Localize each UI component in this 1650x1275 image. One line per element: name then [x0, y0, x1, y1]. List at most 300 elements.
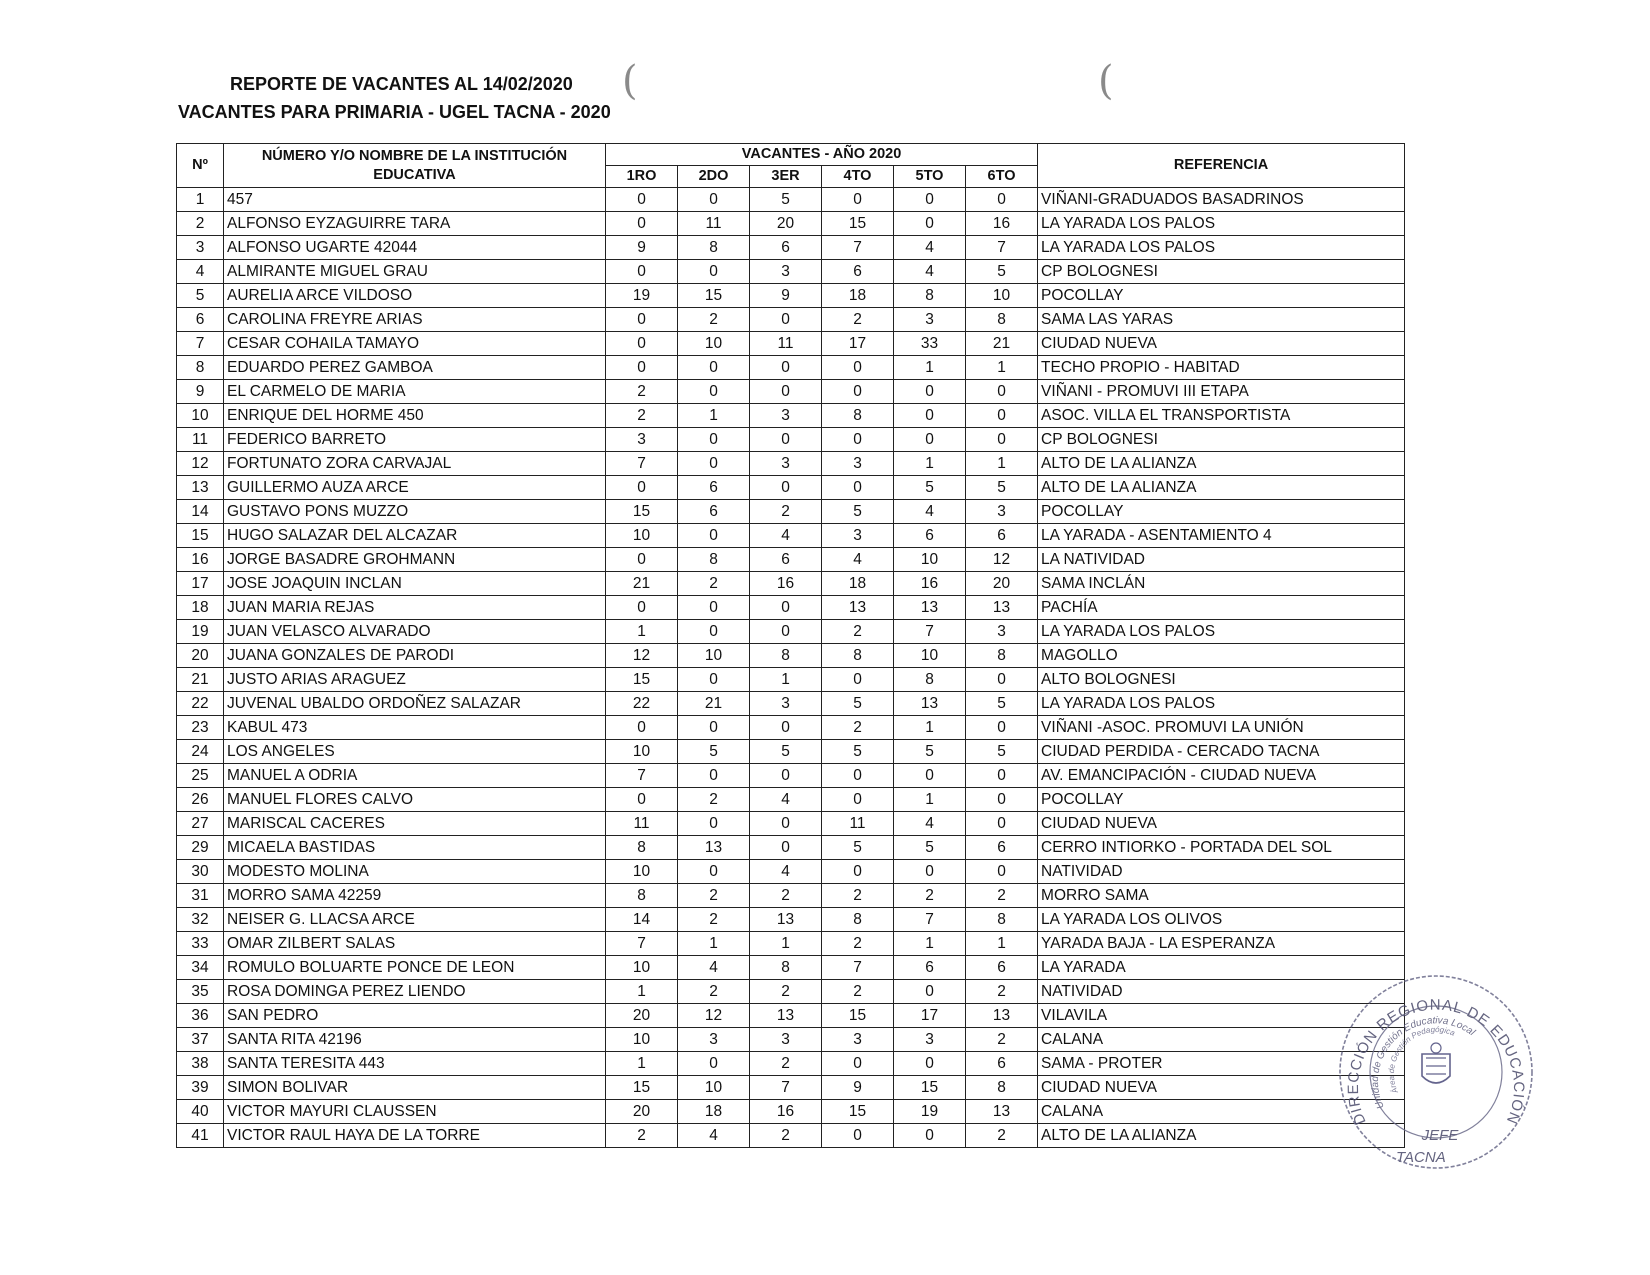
reference: CIUDAD NUEVA: [1038, 1076, 1405, 1100]
row-number: 5: [177, 284, 224, 308]
reference: LA YARADA LOS PALOS: [1038, 692, 1405, 716]
vacancy-count: 13: [966, 596, 1038, 620]
vacancy-count: 0: [966, 380, 1038, 404]
row-number: 40: [177, 1100, 224, 1124]
vacancy-count: 1: [606, 620, 678, 644]
vacancy-count: 10: [606, 1028, 678, 1052]
vacancy-count: 13: [966, 1004, 1038, 1028]
vacancy-count: 0: [750, 764, 822, 788]
reference: CIUDAD NUEVA: [1038, 332, 1405, 356]
vacancy-count: 7: [966, 236, 1038, 260]
vacancy-count: 3: [966, 500, 1038, 524]
vacancy-count: 11: [822, 812, 894, 836]
row-number: 6: [177, 308, 224, 332]
vacancy-count: 4: [894, 260, 966, 284]
vacancy-count: 9: [822, 1076, 894, 1100]
institution-name: MANUEL FLORES CALVO: [224, 788, 606, 812]
vacancy-count: 0: [678, 260, 750, 284]
institution-name: MORRO SAMA 42259: [224, 884, 606, 908]
vacancy-count: 2: [966, 980, 1038, 1004]
institution-name: MODESTO MOLINA: [224, 860, 606, 884]
vacancy-count: 17: [894, 1004, 966, 1028]
vacancy-count: 2: [678, 884, 750, 908]
institution-name: SIMON BOLIVAR: [224, 1076, 606, 1100]
vacancy-count: 1: [750, 932, 822, 956]
row-number: 22: [177, 692, 224, 716]
vacancy-count: 8: [822, 404, 894, 428]
vacancy-count: 10: [606, 524, 678, 548]
row-number: 21: [177, 668, 224, 692]
reference: CP BOLOGNESI: [1038, 428, 1405, 452]
row-number: 23: [177, 716, 224, 740]
institution-name: SAN PEDRO: [224, 1004, 606, 1028]
vacancy-count: 0: [606, 356, 678, 380]
col-header-grade: 5TO: [894, 166, 966, 188]
col-header-vacancies: VACANTES - AÑO 2020: [606, 144, 1038, 166]
vacancy-count: 5: [822, 740, 894, 764]
vacancy-count: 21: [966, 332, 1038, 356]
vacancy-count: 0: [606, 188, 678, 212]
vacancy-count: 1: [750, 668, 822, 692]
vacancy-count: 12: [678, 1004, 750, 1028]
vacancy-count: 0: [894, 1124, 966, 1148]
vacancy-count: 0: [822, 476, 894, 500]
vacancy-count: 11: [678, 212, 750, 236]
vacancy-count: 12: [966, 548, 1038, 572]
vacancy-count: 10: [894, 548, 966, 572]
vacancy-count: 0: [966, 716, 1038, 740]
vacancy-count: 0: [606, 788, 678, 812]
vacancy-count: 0: [894, 380, 966, 404]
vacancies-table: [176, 143, 1405, 1148]
vacancy-count: 20: [606, 1004, 678, 1028]
reference: POCOLLAY: [1038, 500, 1405, 524]
reference: ALTO BOLOGNESI: [1038, 668, 1405, 692]
vacancy-count: 0: [894, 1052, 966, 1076]
vacancy-count: 2: [822, 980, 894, 1004]
table-row: [177, 620, 1405, 644]
row-number: 39: [177, 1076, 224, 1100]
vacancy-count: 0: [678, 596, 750, 620]
reference: SAMA LAS YARAS: [1038, 308, 1405, 332]
vacancy-count: 3: [750, 692, 822, 716]
vacancy-count: 4: [894, 500, 966, 524]
vacancy-count: 6: [966, 1052, 1038, 1076]
vacancy-count: 0: [606, 476, 678, 500]
vacancy-count: 0: [750, 308, 822, 332]
vacancy-count: 8: [966, 308, 1038, 332]
vacancy-count: 2: [822, 620, 894, 644]
vacancy-count: 2: [606, 380, 678, 404]
row-number: 19: [177, 620, 224, 644]
col-header-grade: 2DO: [678, 166, 750, 188]
reference: PACHÍA: [1038, 596, 1405, 620]
vacancy-count: 15: [894, 1076, 966, 1100]
vacancy-count: 19: [894, 1100, 966, 1124]
institution-name: JUSTO ARIAS ARAGUEZ: [224, 668, 606, 692]
reference: NATIVIDAD: [1038, 860, 1405, 884]
row-number: 32: [177, 908, 224, 932]
vacancy-count: 0: [606, 260, 678, 284]
vacancy-count: 3: [750, 1028, 822, 1052]
col-header-grade: 4TO: [822, 166, 894, 188]
vacancy-count: 7: [822, 236, 894, 260]
vacancy-count: 0: [750, 428, 822, 452]
col-header-number: Nº: [177, 144, 224, 188]
vacancy-count: 1: [894, 716, 966, 740]
table-row: [177, 1004, 1405, 1028]
vacancy-count: 4: [894, 236, 966, 260]
row-number: 7: [177, 332, 224, 356]
row-number: 10: [177, 404, 224, 428]
vacancy-count: 0: [750, 596, 822, 620]
vacancy-count: 9: [606, 236, 678, 260]
vacancy-count: 12: [606, 644, 678, 668]
reference: CIUDAD NUEVA: [1038, 812, 1405, 836]
col-header-institution-line1: NÚMERO Y/O NOMBRE DE LA INSTITUCIÓN: [261, 147, 568, 164]
institution-name: MANUEL A ODRIA: [224, 764, 606, 788]
col-header-grade: 1RO: [606, 166, 678, 188]
reference: VIÑANI - PROMUVI III ETAPA: [1038, 380, 1405, 404]
table-row: [177, 572, 1405, 596]
row-number: 2: [177, 212, 224, 236]
table-row: [177, 188, 1405, 212]
vacancy-count: 4: [750, 788, 822, 812]
vacancy-count: 14: [606, 908, 678, 932]
institution-name: FORTUNATO ZORA CARVAJAL: [224, 452, 606, 476]
table-row: [177, 812, 1405, 836]
vacancy-count: 5: [966, 476, 1038, 500]
row-number: 36: [177, 1004, 224, 1028]
institution-name: ALFONSO UGARTE 42044: [224, 236, 606, 260]
vacancy-count: 0: [966, 812, 1038, 836]
vacancy-count: 20: [750, 212, 822, 236]
table-row: [177, 476, 1405, 500]
vacancy-count: 3: [822, 524, 894, 548]
row-number: 24: [177, 740, 224, 764]
vacancy-count: 10: [606, 860, 678, 884]
reference: CERRO INTIORKO - PORTADA DEL SOL: [1038, 836, 1405, 860]
reference: LA YARADA LOS PALOS: [1038, 212, 1405, 236]
coat-of-arms-icon: [1422, 1043, 1450, 1083]
vacancy-count: 0: [894, 764, 966, 788]
vacancy-count: 5: [966, 692, 1038, 716]
institution-name: JORGE BASADRE GROHMANN: [224, 548, 606, 572]
vacancy-count: 0: [822, 1052, 894, 1076]
vacancy-count: 5: [822, 500, 894, 524]
reference: LA YARADA LOS PALOS: [1038, 236, 1405, 260]
vacancy-count: 13: [750, 1004, 822, 1028]
table-row: [177, 884, 1405, 908]
table-row: [177, 932, 1405, 956]
reference: CALANA: [1038, 1028, 1405, 1052]
reference: LA YARADA: [1038, 956, 1405, 980]
vacancy-count: 7: [894, 620, 966, 644]
table-row: [177, 692, 1405, 716]
vacancy-count: 5: [966, 260, 1038, 284]
institution-name: OMAR ZILBERT SALAS: [224, 932, 606, 956]
reference: ALTO DE LA ALIANZA: [1038, 476, 1405, 500]
vacancy-count: 4: [678, 1124, 750, 1148]
vacancy-count: 3: [750, 452, 822, 476]
row-number: 9: [177, 380, 224, 404]
vacancy-count: 0: [678, 764, 750, 788]
vacancy-count: 5: [894, 836, 966, 860]
table-body: [177, 188, 1405, 1148]
vacancy-count: 2: [750, 1052, 822, 1076]
vacancy-count: 5: [678, 740, 750, 764]
institution-name: MICAELA BASTIDAS: [224, 836, 606, 860]
institution-name: CAROLINA FREYRE ARIAS: [224, 308, 606, 332]
row-number: 18: [177, 596, 224, 620]
vacancy-count: 18: [822, 572, 894, 596]
reference: YARADA BAJA - LA ESPERANZA: [1038, 932, 1405, 956]
vacancy-count: 2: [966, 884, 1038, 908]
row-number: 29: [177, 836, 224, 860]
vacancy-count: 16: [750, 572, 822, 596]
vacancy-count: 0: [822, 764, 894, 788]
vacancy-count: 11: [606, 812, 678, 836]
vacancy-count: 0: [822, 428, 894, 452]
vacancy-count: 5: [966, 740, 1038, 764]
vacancy-count: 18: [822, 284, 894, 308]
reference: LA YARADA LOS PALOS: [1038, 620, 1405, 644]
institution-name: ENRIQUE DEL HORME 450: [224, 404, 606, 428]
institution-name: 457: [224, 188, 606, 212]
vacancy-count: 13: [966, 1100, 1038, 1124]
vacancy-count: 1: [966, 452, 1038, 476]
scan-mark: (: [1098, 58, 1114, 104]
vacancy-count: 13: [678, 836, 750, 860]
vacancy-count: 2: [750, 884, 822, 908]
institution-name: VICTOR MAYURI CLAUSSEN: [224, 1100, 606, 1124]
vacancy-count: 0: [678, 356, 750, 380]
vacancy-count: 7: [606, 932, 678, 956]
table-row: [177, 380, 1405, 404]
vacancy-count: 18: [678, 1100, 750, 1124]
col-header-grade: 6TO: [966, 166, 1038, 188]
vacancy-count: 13: [894, 692, 966, 716]
table-row: [177, 452, 1405, 476]
institution-name: EDUARDO PEREZ GAMBOA: [224, 356, 606, 380]
vacancy-count: 0: [894, 860, 966, 884]
vacancy-count: 1: [966, 932, 1038, 956]
vacancy-count: 2: [966, 1124, 1038, 1148]
row-number: 4: [177, 260, 224, 284]
table-row: [177, 956, 1405, 980]
vacancy-count: 2: [894, 884, 966, 908]
row-number: 41: [177, 1124, 224, 1148]
institution-name: SANTA TERESITA 443: [224, 1052, 606, 1076]
vacancy-count: 2: [678, 572, 750, 596]
table-row: [177, 668, 1405, 692]
institution-name: MARISCAL CACERES: [224, 812, 606, 836]
vacancy-count: 8: [606, 884, 678, 908]
row-number: 3: [177, 236, 224, 260]
row-number: 8: [177, 356, 224, 380]
vacancy-count: 6: [750, 548, 822, 572]
vacancy-count: 8: [966, 908, 1038, 932]
table-row: [177, 212, 1405, 236]
vacancy-count: 1: [894, 356, 966, 380]
table-row: [177, 740, 1405, 764]
vacancy-count: 6: [678, 476, 750, 500]
vacancy-count: 8: [678, 236, 750, 260]
reference: ASOC. VILLA EL TRANSPORTISTA: [1038, 404, 1405, 428]
vacancy-count: 2: [606, 1124, 678, 1148]
vacancy-count: 3: [606, 428, 678, 452]
reference: CP BOLOGNESI: [1038, 260, 1405, 284]
vacancy-count: 3: [966, 620, 1038, 644]
reference: POCOLLAY: [1038, 284, 1405, 308]
vacancy-count: 0: [966, 764, 1038, 788]
vacancy-count: 8: [606, 836, 678, 860]
vacancy-count: 0: [678, 524, 750, 548]
vacancy-count: 0: [894, 212, 966, 236]
table-row: [177, 236, 1405, 260]
row-number: 25: [177, 764, 224, 788]
vacancy-count: 15: [606, 500, 678, 524]
vacancy-count: 10: [606, 740, 678, 764]
vacancy-count: 3: [894, 308, 966, 332]
vacancy-count: 15: [606, 1076, 678, 1100]
vacancy-count: 15: [678, 284, 750, 308]
table-row: [177, 428, 1405, 452]
table-row: [177, 1100, 1405, 1124]
vacancy-count: 16: [966, 212, 1038, 236]
vacancy-count: 17: [822, 332, 894, 356]
vacancy-count: 0: [966, 860, 1038, 884]
reference: LA NATIVIDAD: [1038, 548, 1405, 572]
row-number: 12: [177, 452, 224, 476]
vacancy-count: 0: [678, 452, 750, 476]
seal-sub-text: Área de Gestión Pedagógica: [1386, 1025, 1457, 1095]
institution-name: HUGO SALAZAR DEL ALCAZAR: [224, 524, 606, 548]
vacancy-count: 0: [750, 356, 822, 380]
table-row: [177, 308, 1405, 332]
reference: ALTO DE LA ALIANZA: [1038, 452, 1405, 476]
vacancy-count: 15: [822, 1004, 894, 1028]
vacancy-count: 10: [678, 644, 750, 668]
vacancy-count: 5: [822, 836, 894, 860]
vacancy-count: 0: [678, 716, 750, 740]
vacancy-count: 7: [822, 956, 894, 980]
vacancy-count: 15: [822, 1100, 894, 1124]
official-seal: [1336, 972, 1536, 1172]
vacancy-count: 0: [966, 668, 1038, 692]
table-row: [177, 1076, 1405, 1100]
vacancy-count: 8: [750, 956, 822, 980]
institution-name: JOSE JOAQUIN INCLAN: [224, 572, 606, 596]
vacancy-count: 16: [750, 1100, 822, 1124]
reference: MAGOLLO: [1038, 644, 1405, 668]
table-row: [177, 716, 1405, 740]
table-row: [177, 860, 1405, 884]
report-title: REPORTE DE VACANTES AL 14/02/2020: [230, 74, 573, 94]
vacancy-count: 1: [894, 932, 966, 956]
seal-inner-text: Unidad de Gestión Educativa Local: [1369, 1015, 1477, 1111]
institution-name: LOS ANGELES: [224, 740, 606, 764]
vacancy-count: 8: [678, 548, 750, 572]
vacancy-count: 8: [750, 644, 822, 668]
vacancy-count: 2: [678, 788, 750, 812]
vacancy-count: 0: [750, 380, 822, 404]
institution-name: ALFONSO EYZAGUIRRE TARA: [224, 212, 606, 236]
vacancy-count: 7: [606, 452, 678, 476]
vacancy-count: 4: [894, 812, 966, 836]
vacancy-count: 11: [750, 332, 822, 356]
vacancy-count: 0: [606, 548, 678, 572]
vacancy-count: 7: [750, 1076, 822, 1100]
vacancy-count: 6: [894, 524, 966, 548]
table-row: [177, 260, 1405, 284]
vacancy-count: 5: [750, 740, 822, 764]
institution-name: GUSTAVO PONS MUZZO: [224, 500, 606, 524]
vacancy-count: 0: [606, 332, 678, 356]
vacancy-count: 8: [822, 644, 894, 668]
reference: SAMA INCLÁN: [1038, 572, 1405, 596]
vacancy-count: 2: [606, 404, 678, 428]
institution-name: VICTOR RAUL HAYA DE LA TORRE: [224, 1124, 606, 1148]
vacancy-count: 0: [894, 404, 966, 428]
institution-name: JUANA GONZALES DE PARODI: [224, 644, 606, 668]
vacancy-count: 8: [894, 668, 966, 692]
row-number: 13: [177, 476, 224, 500]
vacancy-count: 8: [894, 284, 966, 308]
seal-outer-text: DIRECCIÓN REGIONAL DE EDUCACIÓN: [1344, 996, 1528, 1128]
vacancy-count: 13: [894, 596, 966, 620]
table-row: [177, 404, 1405, 428]
vacancy-count: 33: [894, 332, 966, 356]
vacancy-count: 0: [822, 668, 894, 692]
row-number: 16: [177, 548, 224, 572]
vacancy-count: 0: [822, 356, 894, 380]
vacancy-count: 1: [678, 404, 750, 428]
vacancy-count: 6: [894, 956, 966, 980]
vacancy-count: 6: [966, 524, 1038, 548]
vacancy-count: 5: [822, 692, 894, 716]
row-number: 31: [177, 884, 224, 908]
vacancy-count: 0: [894, 188, 966, 212]
vacancy-count: 3: [822, 452, 894, 476]
table-row: [177, 1124, 1405, 1148]
row-number: 27: [177, 812, 224, 836]
row-number: 26: [177, 788, 224, 812]
institution-name: CESAR COHAILA TAMAYO: [224, 332, 606, 356]
vacancy-count: 8: [966, 644, 1038, 668]
vacancy-count: 2: [678, 908, 750, 932]
institution-name: NEISER G. LLACSA ARCE: [224, 908, 606, 932]
vacancy-count: 5: [750, 188, 822, 212]
row-number: 33: [177, 932, 224, 956]
vacancy-count: 13: [750, 908, 822, 932]
vacancy-count: 2: [966, 1028, 1038, 1052]
vacancy-count: 0: [606, 212, 678, 236]
vacancy-count: 0: [966, 188, 1038, 212]
col-header-reference: REFERENCIA: [1038, 144, 1405, 188]
vacancy-count: 15: [606, 668, 678, 692]
vacancy-count: 22: [606, 692, 678, 716]
institution-name: ROMULO BOLUARTE PONCE DE LEON: [224, 956, 606, 980]
vacancy-count: 0: [966, 404, 1038, 428]
vacancy-count: 6: [822, 260, 894, 284]
row-number: 34: [177, 956, 224, 980]
vacancy-count: 1: [606, 1052, 678, 1076]
vacancy-count: 4: [750, 860, 822, 884]
vacancy-count: 0: [678, 428, 750, 452]
vacancy-count: 4: [678, 956, 750, 980]
row-number: 37: [177, 1028, 224, 1052]
